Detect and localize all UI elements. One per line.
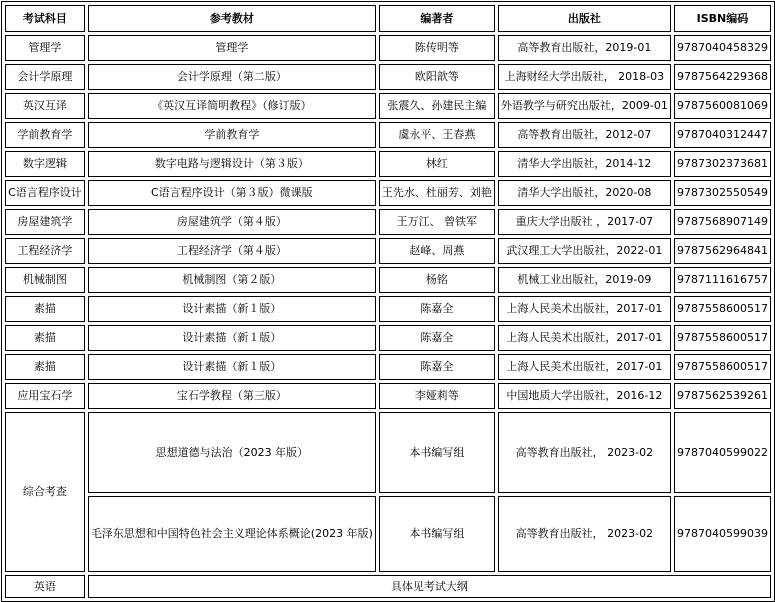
textbook-cell: 思想道德与法治（2023 年版） (88, 412, 376, 493)
isbn-cell: 9787302550549 (674, 180, 771, 206)
author-cell: 本书编写组 (379, 496, 495, 572)
table-row (5, 325, 771, 351)
author-cell: 林红 (379, 151, 495, 177)
publisher-cell: 重庆大学出版社 ，2017-07 (498, 209, 671, 235)
subject-cell: 英汉互译 (5, 93, 85, 119)
publisher-cell: 高等教育出版社， 2023-02 (498, 412, 671, 493)
table-row (5, 180, 771, 206)
publisher-cell: 清华大学出版社，2020-08 (498, 180, 671, 206)
isbn-cell: 9787040458329 (674, 35, 771, 61)
author-cell: 张震久、孙建民主编 (379, 93, 495, 119)
table-row (5, 267, 771, 293)
subject-cell: 机械制图 (5, 267, 85, 293)
author-cell: 赵峰、周燕 (379, 238, 495, 264)
subject-cell: 素描 (5, 325, 85, 351)
author-cell: 王先水、杜丽芳、刘艳 (379, 180, 495, 206)
publisher-cell: 上海人民美术出版社，2017-01 (498, 354, 671, 380)
author-cell: 杨铭 (379, 267, 495, 293)
isbn-cell: 9787562539261 (674, 383, 771, 409)
textbook-cell: 设计素描（新１版） (88, 354, 376, 380)
publisher-cell: 外语教学与研究出版社，2009-01 (498, 93, 671, 119)
isbn-cell: 9787560081069 (674, 93, 771, 119)
publisher-cell: 上海财经大学出版社， 2018-03 (498, 64, 671, 90)
textbook-cell: 房屋建筑学（第４版） (88, 209, 376, 235)
table-row (5, 64, 771, 90)
header-row (5, 5, 771, 32)
publisher-cell: 上海人民美术出版社，2017-01 (498, 296, 671, 322)
isbn-cell: 9787568907149 (674, 209, 771, 235)
isbn-cell: 9787111616757 (674, 267, 771, 293)
table-row (5, 35, 771, 61)
author-cell: 本书编写组 (379, 412, 495, 493)
textbook-cell: 学前教育学 (88, 122, 376, 148)
table-row (5, 238, 771, 264)
isbn-cell: 9787302373681 (674, 151, 771, 177)
combined-row (5, 496, 771, 572)
publisher-cell: 清华大学出版社，2014-12 (498, 151, 671, 177)
header-isbn: ISBN编码 (674, 5, 771, 32)
table-row (5, 122, 771, 148)
subject-cell: 英语 (5, 575, 85, 598)
isbn-cell: 9787558600517 (674, 325, 771, 351)
isbn-cell: 9787040599039 (674, 496, 771, 572)
textbook-cell: 毛泽东思想和中国特色社会主义理论体系概论(2023 年版) (88, 496, 376, 572)
isbn-cell: 9787564229368 (674, 64, 771, 90)
author-cell: 陈传明等 (379, 35, 495, 61)
subject-cell: 管理学 (5, 35, 85, 61)
table-row (5, 296, 771, 322)
english-row (5, 575, 771, 598)
textbook-cell: 会计学原理（第二版） (88, 64, 376, 90)
textbook-cell: 管理学 (88, 35, 376, 61)
textbook-cell: 设计素描（新１版） (88, 296, 376, 322)
publisher-cell: 中国地质大学出版社，2016-12 (498, 383, 671, 409)
author-cell: 王万江、 曾铁军 (379, 209, 495, 235)
isbn-cell: 9787562964841 (674, 238, 771, 264)
subject-cell: 工程经济学 (5, 238, 85, 264)
publisher-cell: 上海人民美术出版社，2017-01 (498, 325, 671, 351)
table-row (5, 151, 771, 177)
author-cell: 虞永平、王春燕 (379, 122, 495, 148)
author-cell: 陈嘉全 (379, 354, 495, 380)
author-cell: 陈嘉全 (379, 296, 495, 322)
textbook-cell: 设计素描（新１版） (88, 325, 376, 351)
subject-cell: 学前教育学 (5, 122, 85, 148)
header-subject: 考试科目 (5, 5, 85, 32)
textbook-table (1, 1, 775, 602)
author-cell: 陈嘉全 (379, 325, 495, 351)
isbn-cell: 9787558600517 (674, 296, 771, 322)
header-publisher: 出版社 (498, 5, 671, 32)
author-cell: 欧阳歆等 (379, 64, 495, 90)
textbook-cell: 宝石学教程（第三版） (88, 383, 376, 409)
subject-cell: 数字逻辑 (5, 151, 85, 177)
table-row (5, 383, 771, 409)
publisher-cell: 高等教育出版社，2012-07 (498, 122, 671, 148)
author-cell: 李娅莉等 (379, 383, 495, 409)
subject-cell: 应用宝石学 (5, 383, 85, 409)
english-note-cell: 具体见考试大纲 (88, 575, 771, 598)
combined-subject-cell: 综合考查 (5, 412, 85, 572)
table-row (5, 354, 771, 380)
publisher-cell: 机械工业出版社，2019-09 (498, 267, 671, 293)
textbook-cell: 《英汉互译简明教程》（修订版） (88, 93, 376, 119)
isbn-cell: 9787040312447 (674, 122, 771, 148)
header-textbook: 参考教材 (88, 5, 376, 32)
textbook-cell: 数字电路与逻辑设计（第３版） (88, 151, 376, 177)
publisher-cell: 高等教育出版社， 2023-02 (498, 496, 671, 572)
header-author: 编著者 (379, 5, 495, 32)
isbn-cell: 9787040599022 (674, 412, 771, 493)
combined-row (5, 412, 771, 493)
subject-cell: 房屋建筑学 (5, 209, 85, 235)
publisher-cell: 武汉理工大学出版社，2022-01 (498, 238, 671, 264)
subject-cell: 素描 (5, 354, 85, 380)
textbook-cell: 工程经济学（第４版） (88, 238, 376, 264)
textbook-cell: C语言程序设计（第３版）微课版 (88, 180, 376, 206)
publisher-cell: 高等教育出版社，2019-01 (498, 35, 671, 61)
subject-cell: 素描 (5, 296, 85, 322)
textbook-cell: 机械制图（第２版） (88, 267, 376, 293)
table-row (5, 93, 771, 119)
subject-cell: C语言程序设计 (5, 180, 85, 206)
table-row (5, 209, 771, 235)
isbn-cell: 9787558600517 (674, 354, 771, 380)
subject-cell: 会计学原理 (5, 64, 85, 90)
